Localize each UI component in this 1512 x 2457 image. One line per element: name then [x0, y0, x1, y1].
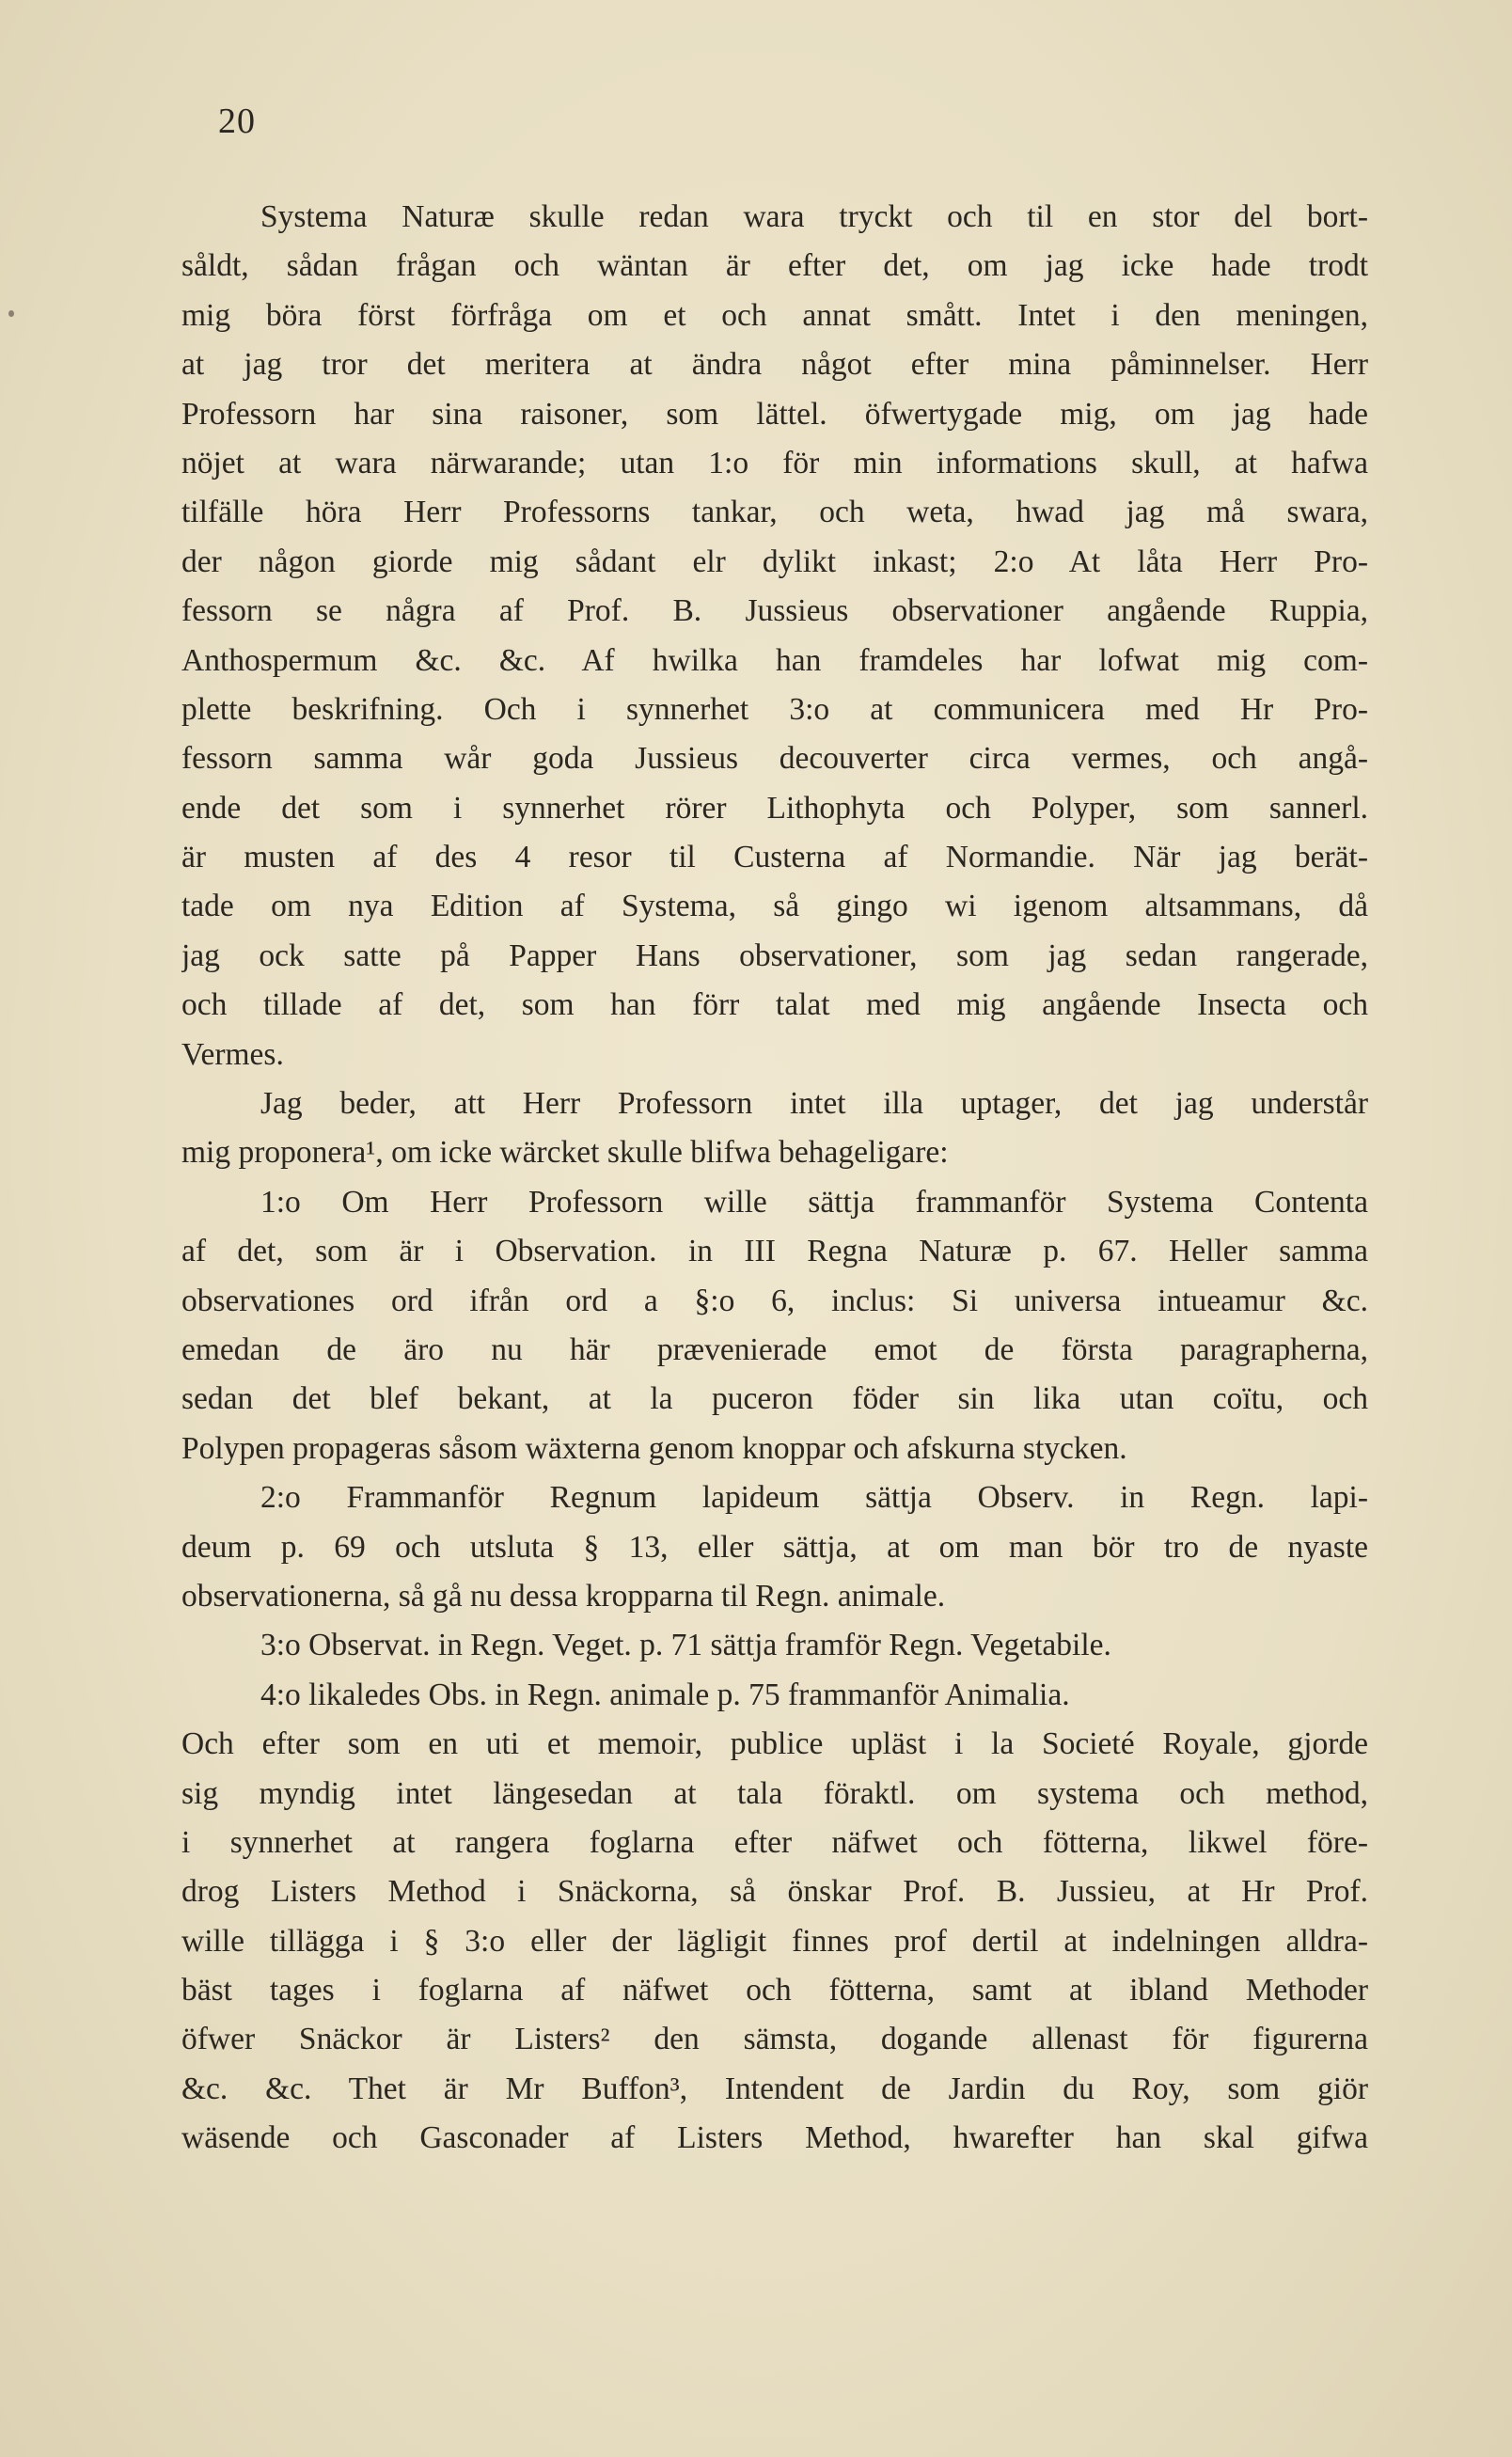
text-line: jag ock satte på Papper Hans observationer, som jag sedan rangerade,: [181, 937, 1368, 973]
text-line: der någon giorde mig sådant elr dylikt inkast; 2:o At låta Herr Pro-: [181, 543, 1368, 579]
text-line: &c. &c. Thet är Mr Buffon³, Intendent de Jardin du Roy, som giör: [181, 2071, 1368, 2106]
text-line: tilfälle höra Herr Professorns tankar, och weta, hwad jag må swara,: [181, 495, 1368, 530]
text-line: sedan det blef bekant, at la puceron föder sin lika utan coïtu, och: [181, 1381, 1368, 1417]
text-line: öfwer Snäckor är Listers² den sämsta, dogande allenast för figurerna: [181, 2022, 1368, 2057]
text-line: Vermes.: [181, 1036, 284, 1072]
text-line: 2:o Frammanför Regnum lapideum sättja Observ. in Regn. lapi-: [260, 1480, 1368, 1516]
text-line: fessorn se några af Prof. B. Jussieus observationer angående Ruppia,: [181, 593, 1368, 629]
text-line: wäsende och Gasconader af Listers Method, hwarefter han skal gifwa: [181, 2120, 1368, 2156]
ink-blot: [8, 310, 14, 317]
text-line: 1:o Om Herr Professorn wille sättja frammanför Systema Contenta: [260, 1184, 1368, 1220]
text-line: observationes ord ifrån ord a §:o 6, inclus: Si universa intueamur &c.: [181, 1283, 1368, 1318]
text-line: och tillade af det, som han förr talat med mig angående Insecta och: [181, 987, 1368, 1023]
text-line: Systema Naturæ skulle redan wara tryckt och til en stor del bort-: [260, 199, 1368, 234]
text-line: bäst tages i foglarna af näfwet och fötterna, samt at ibland Methoder: [181, 1973, 1368, 2008]
page-number: 20: [218, 102, 256, 141]
text-line: Anthospermum &c. &c. Af hwilka han framdeles har lofwat mig com-: [181, 642, 1368, 678]
text-line: såldt, sådan frågan och wäntan är efter det, om jag icke hade trodt: [181, 248, 1368, 284]
text-line: Och efter som en uti et memoir, publice upläst i la Societé Royale, gjorde: [181, 1726, 1368, 1762]
text-line: nöjet at wara närwarande; utan 1:o för min informations skull, at hafwa: [181, 445, 1368, 480]
text-line: fessorn samma wår goda Jussieus decouverter circa vermes, och angå-: [181, 741, 1368, 777]
text-line: observationerna, så gå nu dessa kropparna til Regn. animale.: [181, 1578, 946, 1614]
text-line: plette beskrifning. Och i synnerhet 3:o at communicera med Hr Pro-: [181, 691, 1368, 727]
text-line: 3:o Observat. in Regn. Veget. p. 71 sättja framför Regn. Vegetabile.: [260, 1628, 1111, 1663]
text-line: tade om nya Edition af Systema, så gingo wi igenom altsammans, då: [181, 889, 1368, 924]
text-line: Professorn har sina raisoner, som lättel. öfwertygade mig, om jag hade: [181, 396, 1368, 432]
text-line: är musten af des 4 resor til Custerna af Normandie. När jag berät-: [181, 840, 1368, 875]
text-line: at jag tror det meritera at ändra något efter mina påminnelser. Herr: [181, 347, 1368, 383]
text-line: drog Listers Method i Snäckorna, så önskar Prof. B. Jussieu, at Hr Prof.: [181, 1874, 1368, 1910]
body-text: [181, 193, 1368, 2164]
text-line: mig proponera¹, om icke wärcket skulle blifwa behageligare:: [181, 1135, 949, 1171]
text-line: Polypen propageras såsom wäxterna genom knoppar och afskurna stycken.: [181, 1430, 1127, 1466]
text-line: wille tillägga i § 3:o eller der lägligit finnes prof dertil at indelningen alldra-: [181, 1923, 1368, 1959]
text-line: 4:o likaledes Obs. in Regn. animale p. 75 frammanför Animalia.: [260, 1677, 1070, 1712]
text-line: af det, som är i Observation. in III Regna Naturæ p. 67. Heller samma: [181, 1234, 1368, 1269]
text-line: i synnerhet at rangera foglarna efter näfwet och fötterna, likwel före-: [181, 1824, 1368, 1860]
text-line: mig böra först förfråga om et och annat smått. Intet i den meningen,: [181, 297, 1368, 333]
text-line: sig myndig intet längesedan at tala föraktl. om systema och method,: [181, 1775, 1368, 1811]
text-line: ende det som i synnerhet rörer Lithophyta och Polyper, som sannerl.: [181, 790, 1368, 826]
text-line: emedan de äro nu här prævenierade emot de första paragrapherna,: [181, 1331, 1368, 1367]
text-line: deum p. 69 och utsluta § 13, eller sättja, at om man bör tro de nyaste: [181, 1529, 1368, 1565]
text-line: Jag beder, att Herr Professorn intet illa uptager, det jag understår: [260, 1086, 1368, 1122]
